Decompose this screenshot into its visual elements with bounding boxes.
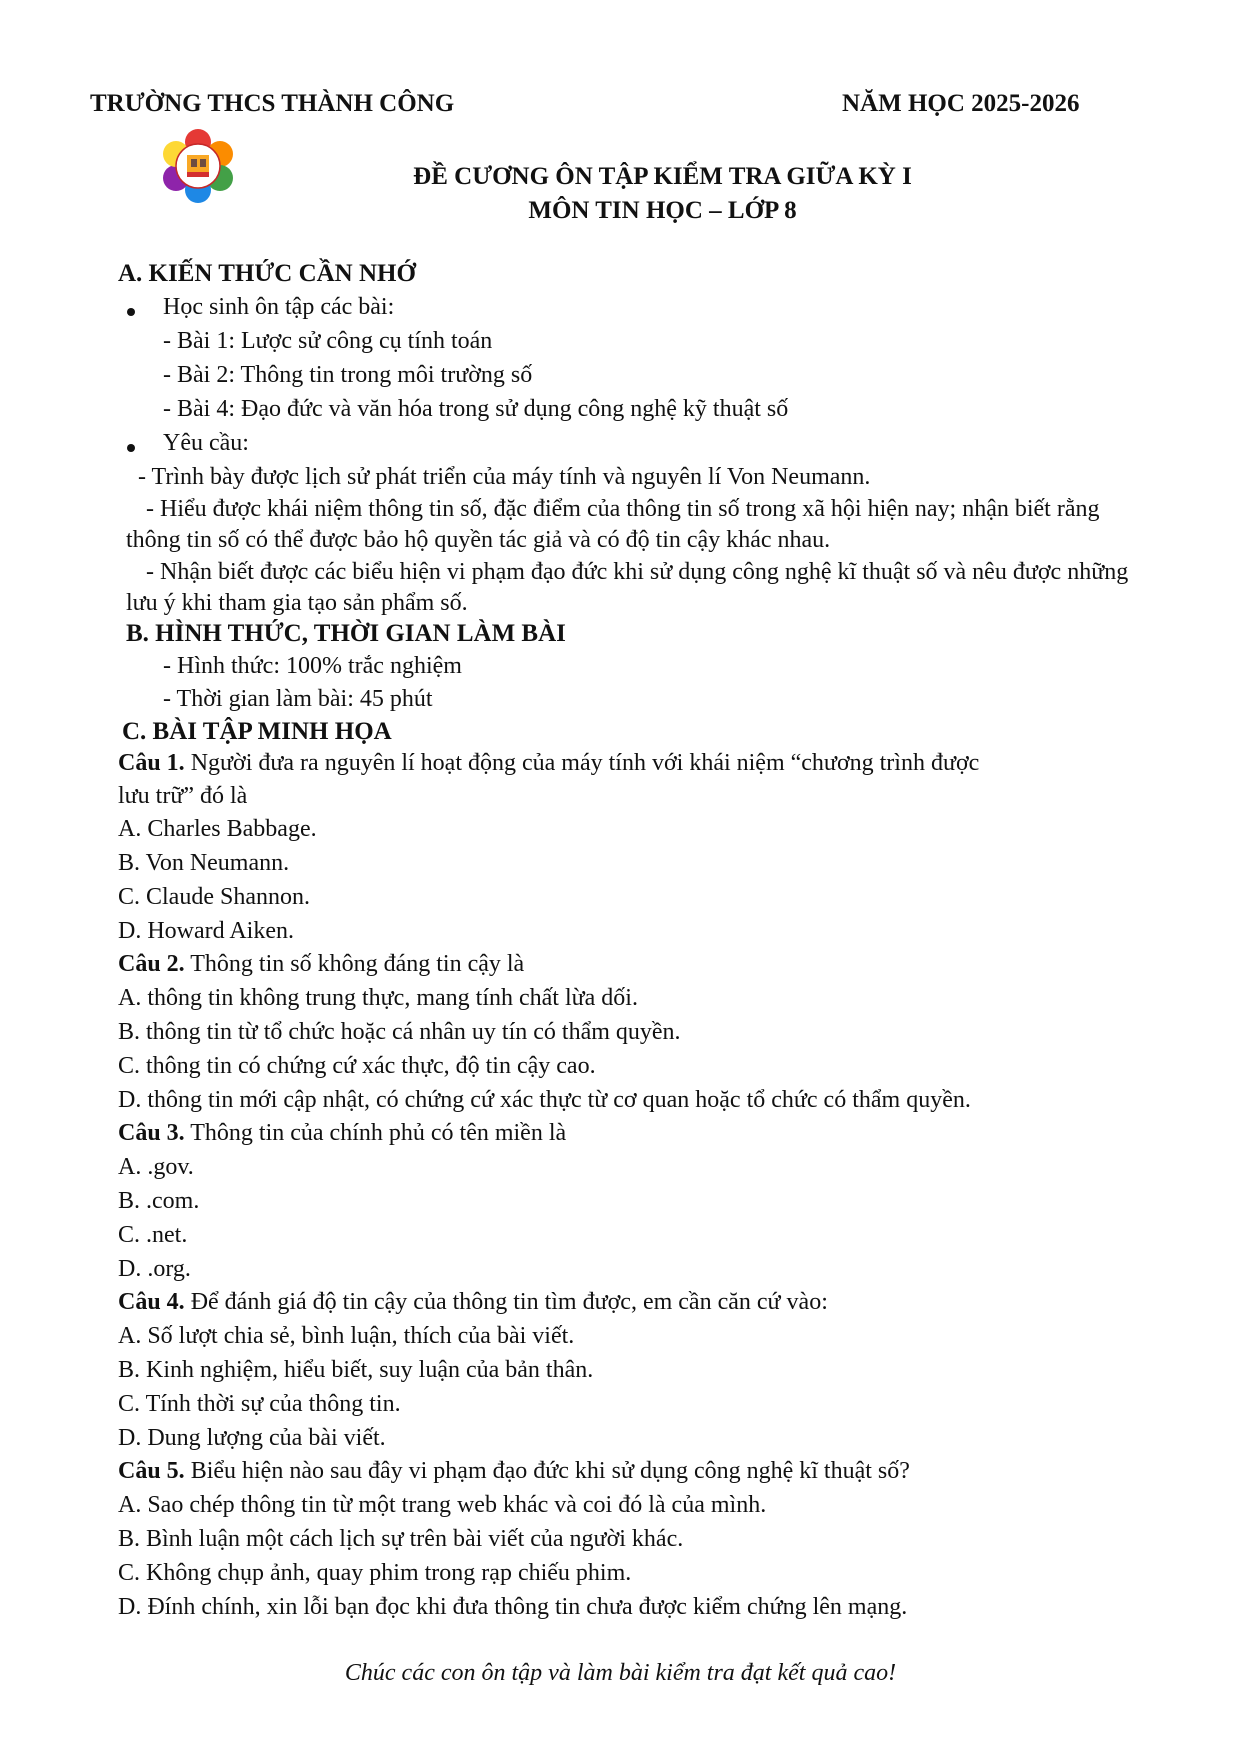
lesson-item: - Bài 1: Lược sử công cụ tính toán (163, 328, 493, 354)
answer-option: B. Bình luận một cách lịch sự trên bài viết của người khác. (118, 1526, 684, 1552)
answer-option: B. Von Neumann. (118, 850, 290, 876)
answer-option: C. .net. (118, 1222, 188, 1248)
doc-subtitle: MÔN TIN HỌC – LỚP 8 (528, 197, 797, 224)
bullet-icon (127, 444, 135, 452)
bullet-icon (127, 308, 135, 316)
answer-option: A. .gov. (118, 1154, 194, 1180)
answer-option: C. Tính thời sự của thông tin. (118, 1391, 401, 1417)
requirement-item: - Hiểu được khái niệm thông tin số, đặc điểm của thông tin số trong xã hội hiện nay; nhận biết rằng thông tin số có thể được bảo hộ quyền tác giả và có độ tin cậy khác nhau. (126, 496, 1100, 553)
answer-option: A. Charles Babbage. (118, 816, 317, 842)
question-text: Thông tin của chính phủ có tên miền là (184, 1120, 567, 1146)
answer-option: D. Dung lượng của bài viết. (118, 1425, 386, 1451)
requirement-item: - Trình bày được lịch sử phát triển của máy tính và nguyên lí Von Neumann. (138, 464, 871, 490)
requirement-item: - Nhận biết được các biểu hiện vi phạm đạo đức khi sử dụng công nghệ kĩ thuật số và nêu được những lưu ý khi tham gia tạo sản phẩm số. (126, 559, 1129, 616)
school-name: TRƯỜNG THCS THÀNH CÔNG (90, 90, 455, 117)
answer-option: D. Howard Aiken. (118, 918, 294, 944)
question-4 (118, 1289, 828, 1316)
question-text: Người đưa ra nguyên lí hoạt động của máy tính với khái niệm “chương trình được (184, 750, 980, 776)
answer-option: D. Đính chính, xin lỗi bạn đọc khi đưa thông tin chưa được kiểm chứng lên mạng. (118, 1594, 908, 1620)
question-label: Câu 2. (118, 951, 185, 977)
answer-option: D. .org. (118, 1256, 191, 1282)
closing-message: Chúc các con ôn tập và làm bài kiểm tra đạt kết quả cao! (344, 1660, 897, 1686)
section-b-heading: B. HÌNH THỨC, THỜI GIAN LÀM BÀI (126, 620, 566, 647)
question-text: Biểu hiện nào sau đây vi phạm đạo đức khi sử dụng công nghệ kĩ thuật số? (184, 1458, 910, 1484)
question-5 (118, 1458, 910, 1485)
answer-option: B. Kinh nghiệm, hiểu biết, suy luận của bản thân. (118, 1357, 594, 1383)
doc-title: ĐỀ CƯƠNG ÔN TẬP KIỂM TRA GIỮA KỲ I (413, 163, 912, 190)
section-a-heading: A. KIẾN THỨC CẦN NHỚ (118, 260, 416, 287)
question-label: Câu 4. (118, 1289, 185, 1315)
format-item: - Thời gian làm bài: 45 phút (163, 686, 433, 712)
bullet-text: Học sinh ôn tập các bài: (163, 294, 395, 320)
answer-option: A. Số lượt chia sẻ, bình luận, thích của bài viết. (118, 1323, 575, 1349)
format-item: - Hình thức: 100% trắc nghiệm (163, 653, 462, 679)
answer-option: B. thông tin từ tổ chức hoặc cá nhân uy tín có thẩm quyền. (118, 1019, 681, 1045)
answer-option: C. Không chụp ảnh, quay phim trong rạp chiếu phim. (118, 1560, 632, 1586)
question-1 (118, 750, 979, 777)
answer-option: C. Claude Shannon. (118, 884, 310, 910)
school-year: NĂM HỌC 2025-2026 (842, 90, 1080, 117)
lesson-item: - Bài 4: Đạo đức và văn hóa trong sử dụng công nghệ kỹ thuật số (163, 396, 789, 422)
question-text-cont: lưu trữ” đó là (118, 783, 248, 809)
answer-option: C. thông tin có chứng cứ xác thực, độ tin cậy cao. (118, 1053, 596, 1079)
answer-option: A. Sao chép thông tin từ một trang web khác và coi đó là của mình. (118, 1492, 767, 1518)
question-label: Câu 3. (118, 1120, 185, 1146)
question-2 (118, 951, 524, 978)
question-label: Câu 5. (118, 1458, 185, 1484)
bullet-text: Yêu cầu: (163, 430, 249, 456)
question-label: Câu 1. (118, 750, 185, 776)
answer-option: A. thông tin không trung thực, mang tính chất lừa dối. (118, 985, 638, 1011)
answer-option: B. .com. (118, 1188, 200, 1214)
question-3 (118, 1120, 566, 1147)
section-c-heading: C. BÀI TẬP MINH HỌA (122, 718, 392, 745)
question-text: Thông tin số không đáng tin cậy là (184, 951, 525, 977)
answer-option: D. thông tin mới cập nhật, có chứng cứ xác thực từ cơ quan hoặc tổ chức có thẩm quyền. (118, 1087, 971, 1113)
question-text: Để đánh giá độ tin cậy của thông tin tìm được, em cần căn cứ vào: (184, 1289, 828, 1315)
lesson-item: - Bài 2: Thông tin trong môi trường số (163, 362, 533, 388)
